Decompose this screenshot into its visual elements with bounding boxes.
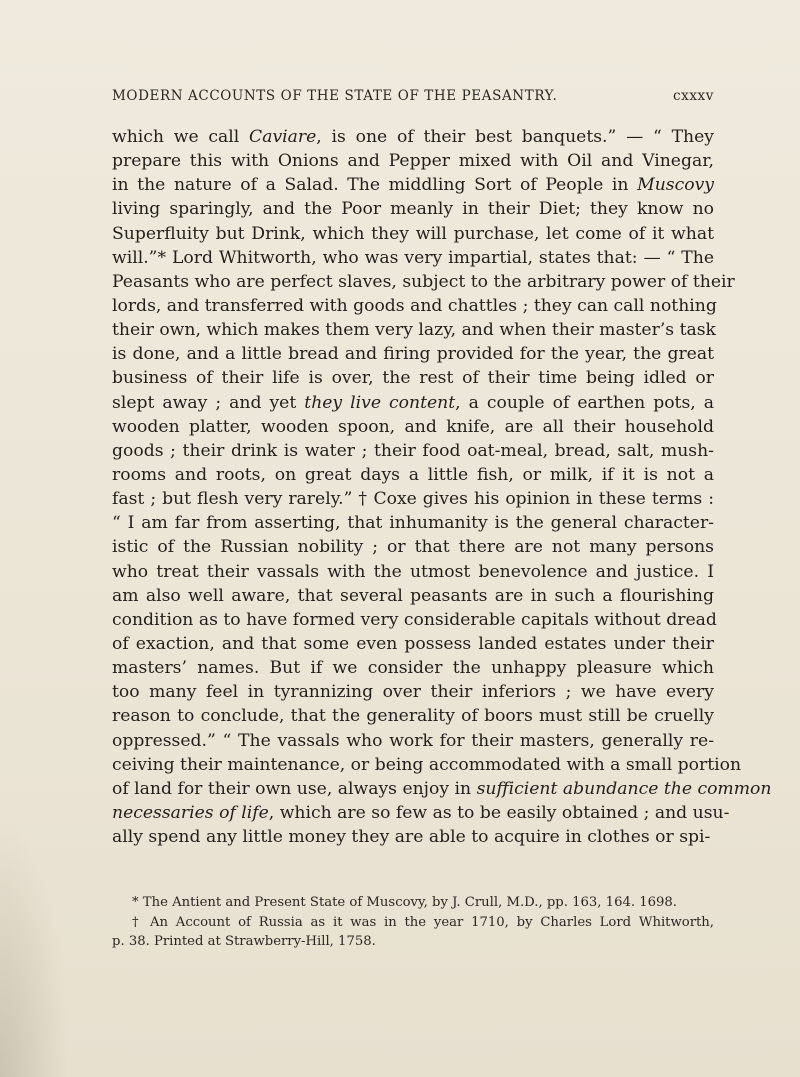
body-line: ceiving their maintenance, or being accommodated with a small portion bbox=[112, 754, 742, 775]
body-line: necessaries of life, which are so few as to be easily obtained ; and usu- bbox=[112, 802, 730, 823]
page-number: cxxxv bbox=[672, 88, 714, 104]
page-stain bbox=[0, 817, 70, 1077]
body-line: condition as to have formed very considerable capitals without dread bbox=[112, 609, 717, 630]
body-line: of exaction, and that some even possess landed estates under their bbox=[112, 633, 714, 654]
body-line: is done, and a little bread and firing provided for the year, the great bbox=[112, 344, 714, 365]
running-header bbox=[112, 88, 714, 108]
body-line: fast ; but flesh very rarely.” † Coxe gives his opinion in these terms : bbox=[112, 489, 714, 510]
footnote-crull: * The Antient and Present State of Muscovy, by J. Crull, M.D., pp. 163, 164. 1698. bbox=[132, 895, 677, 910]
body-line: wooden platter, wooden spoon, and knife, are all their household bbox=[112, 416, 714, 437]
running-title: MODERN ACCOUNTS OF THE STATE OF THE PEASANTRY. bbox=[112, 88, 558, 104]
body-line: am also well aware, that several peasants are in such a flourishing bbox=[112, 585, 714, 606]
body-line: living sparingly, and the Poor meanly in their Diet; they know no bbox=[112, 199, 714, 220]
body-line: masters’ names. But if we consider the unhappy pleasure which bbox=[112, 658, 714, 679]
body-line: slept away ; and yet they live content, a couple of earthen pots, a bbox=[112, 392, 714, 413]
body-line: reason to conclude, that the generality of boors must still be cruelly bbox=[112, 706, 714, 727]
body-line: goods ; their drink is water ; their food oat-meal, bread, salt, mush- bbox=[112, 440, 714, 461]
footnote-whitworth: † An Account of Russia as it was in the year 1710, by Charles Lord Whitworth, bbox=[132, 914, 714, 930]
body-line: lords, and transferred with goods and chattles ; they can call nothing bbox=[112, 295, 717, 316]
body-text bbox=[112, 125, 772, 849]
body-line: prepare this with Onions and Pepper mixed with Oil and Vinegar, bbox=[112, 151, 714, 172]
body-line: Peasants who are perfect slaves, subject to the arbitrary power of their bbox=[112, 271, 735, 292]
body-line: Superfluity but Drink, which they will purchase, let come of it what bbox=[112, 223, 714, 244]
body-line: ally spend any little money they are able to acquire in clothes or spi- bbox=[112, 827, 711, 848]
body-line: istic of the Russian nobility ; or that there are not many persons bbox=[112, 537, 714, 558]
body-line: rooms and roots, on great days a little fish, or milk, if it is not a bbox=[112, 464, 714, 485]
body-line: too many feel in tyrannizing over their inferiors ; we have every bbox=[112, 682, 714, 703]
body-line: will.”* Lord Whitworth, who was very impartial, states that: — “ The bbox=[112, 247, 714, 268]
body-line: of land for their own use, always enjoy in sufficient abundance the common bbox=[112, 778, 772, 799]
body-line: business of their life is over, the rest of their time being idled or bbox=[112, 368, 714, 389]
body-line: their own, which makes them very lazy, and when their master’s task bbox=[112, 320, 716, 341]
footnote-whitworth-cont: p. 38. Printed at Strawberry-Hill, 1758. bbox=[112, 934, 376, 949]
body-line: who treat their vassals with the utmost benevolence and justice. I bbox=[112, 561, 714, 582]
footnotes bbox=[112, 893, 714, 952]
body-line: which we call Caviare, is one of their best banquets.” — “ They bbox=[112, 127, 714, 147]
body-line: “ I am far from asserting, that inhumanity is the general character- bbox=[112, 513, 714, 534]
body-line: in the nature of a Salad. The middling Sort of People in Muscovy bbox=[112, 175, 714, 196]
body-line: oppressed.” “ The vassals who work for their masters, generally re- bbox=[112, 730, 714, 751]
